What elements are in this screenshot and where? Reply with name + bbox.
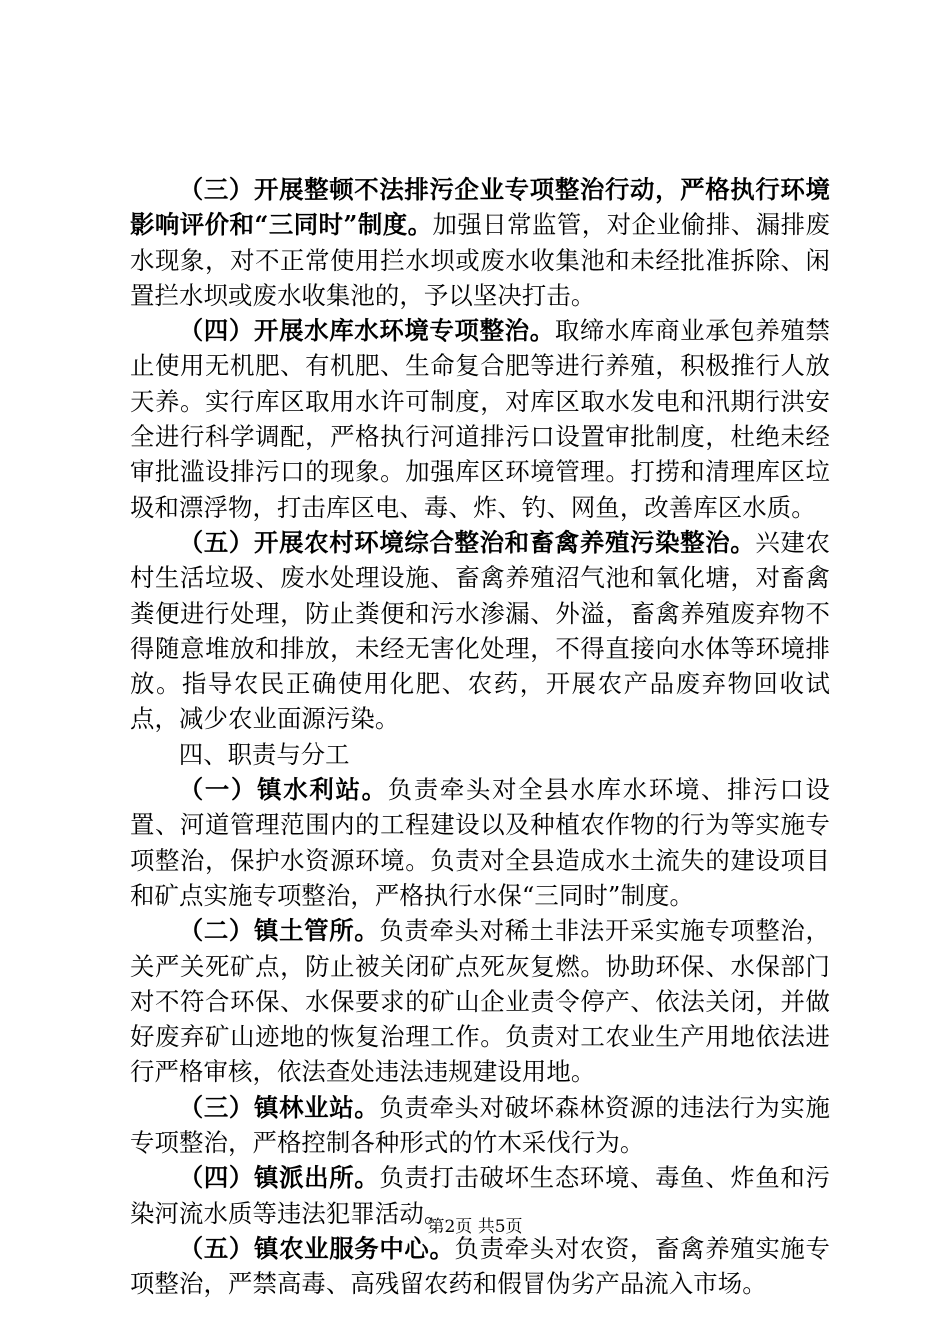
duty-text: 负责牵头对破坏森林资源的违法行为实施专项整治，严格控制各种形式的竹木采伐行为。 [130, 1092, 830, 1158]
duty-text: 负责打击破坏生态环境、毒鱼、炸鱼和污染河流水质等违法犯罪活动。 [130, 1163, 830, 1228]
duty-lead: （一）镇水利站。 [178, 775, 388, 805]
document-body [130, 172, 830, 1302]
duty-forestry-station [130, 1090, 830, 1161]
duty-land-office [130, 913, 830, 1089]
paragraph-lead: （四）开展水库水环境专项整治。 [178, 316, 555, 346]
duty-agriculture-center [130, 1231, 830, 1302]
duty-lead: （二）镇土管所。 [178, 916, 380, 946]
duty-lead: （五）镇农业服务中心。 [178, 1233, 455, 1263]
paragraph-lead: （五）开展农村环境综合整治和畜禽养殖污染整治。 [178, 527, 756, 557]
paragraph-text: 取缔水库商业承包养殖禁止使用无机肥、有机肥、生命复合肥等进行养殖，积极推行人放天养。实行库区取用水许可制度，对库区取水发电和汛期行洪安全进行科学调配，严格执行河道排污口设置审批制度，杜绝未经审批滥设排污口的现象。加强库区环境管理。打捞和清理库区垃圾和漂浮物，打击库区电、毒、炸、钓、网鱼，改善库区水质。 [130, 316, 830, 522]
paragraph-3 [130, 172, 830, 313]
section-heading: 四、职责与分工 [178, 739, 350, 769]
duty-text: 负责牵头对全县水库水环境、排污口设置、河道管理范围内的工程建设以及种植农作物的行为等实施专项整治，保护水资源环境。负责对全县造成水土流失的建设项目和矿点实施专项整治，严格执行水保“三同时”制度。 [130, 775, 830, 910]
page-number: 第2页 共5页 [427, 1217, 523, 1237]
duty-text: 负责牵头对农资，畜禽养殖实施专项整治，严禁高毒、高残留农药和假冒伪劣产品流入市场。 [130, 1233, 830, 1299]
paragraph-4 [130, 313, 830, 525]
paragraph-lead: （三）开展整顿不法排污企业专项整治行动，严格执行环境影响评价和“三同时”制度。 [130, 175, 830, 240]
duty-water-station [130, 772, 830, 913]
duty-lead: （三）镇林业站。 [178, 1092, 380, 1122]
page-footer [0, 1216, 950, 1238]
duty-text: 负责牵头对稀土非法开采实施专项整治，关严关死矿点，防止被关闭矿点死灰复燃。协助环保、水保部门对不符合环保、水保要求的矿山企业责令停产、依法关闭，并做好废弃矿山迹地的恢复治理工作。负责对工农业生产用地依法进行严格审核，依法查处违法违规建设用地。 [130, 916, 830, 1087]
duty-lead: （四）镇派出所。 [178, 1163, 380, 1193]
paragraph-5 [130, 525, 830, 737]
paragraph-text: 兴建农村生活垃圾、废水处理设施、畜禽养殖沼气池和氧化塘，对畜禽粪便进行处理，防止粪便和污水渗漏、外溢，畜禽养殖废弃物不得随意堆放和排放，未经无害化处理，不得直接向水体等环境排放。指导农民正确使用化肥、农药，开展农产品废弃物回收试点，减少农业面源污染。 [130, 527, 830, 734]
paragraph-text: 加强日常监管，对企业偷排、漏排废水现象，对不正常使用拦水坝或废水收集池和未经批准拆除、闲置拦水坝或废水收集池的，予以坚决打击。 [130, 210, 830, 310]
